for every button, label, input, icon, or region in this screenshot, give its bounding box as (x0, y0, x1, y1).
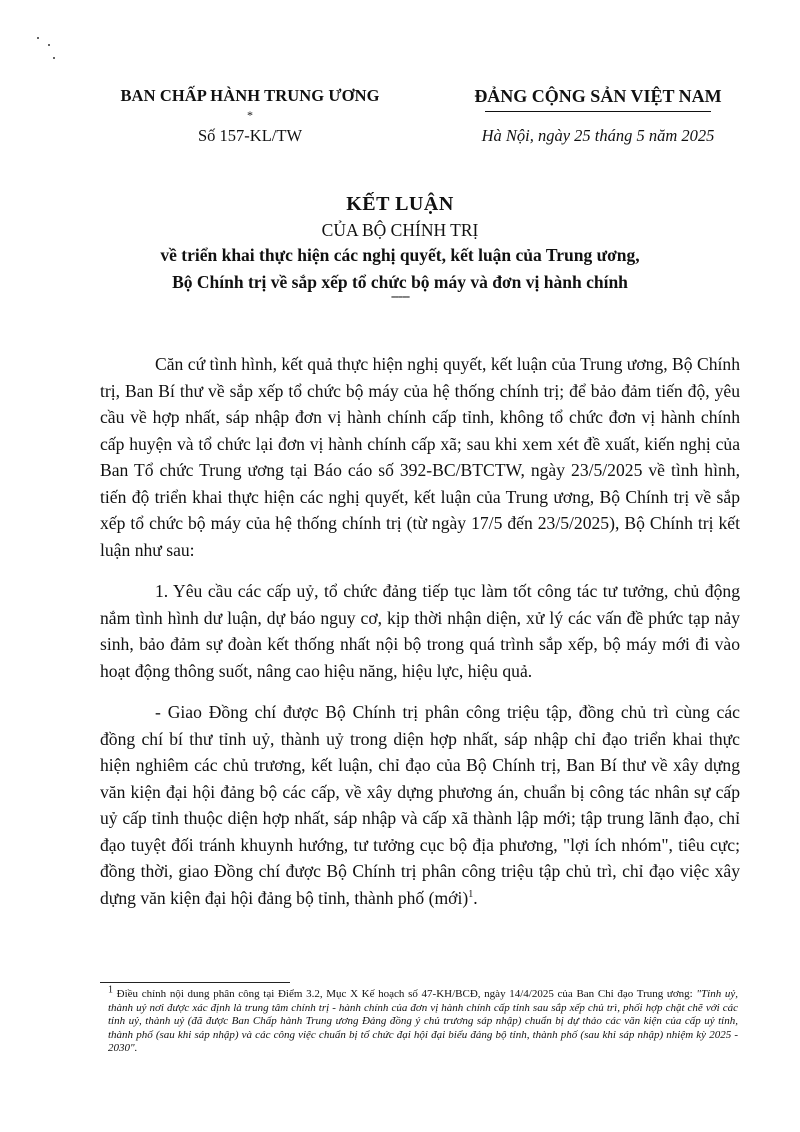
party-header (430, 86, 766, 146)
document-type: KẾT LUẬN (346, 193, 454, 215)
subject-line-2: Bộ Chính trị về sắp xếp tổ chức bộ máy và đơn vị hành chính (172, 272, 628, 292)
preamble-paragraph: Căn cứ tình hình, kết quả thực hiện nghị quyết, kết luận của Trung ương, Bộ Chính trị, Ban Bí thư về sắp xếp tổ chức bộ máy của hệ thống chính trị; để bảo đảm tiến độ, yêu cầu về hợp nhất, sáp nhập đơn vị hành chính cấp tỉnh, không tổ chức đơn vị hành chính cấp huyện và tổ chức lại đơn vị hành chính cấp xã; sau khi xem xét đề xuất, kiến nghị của Ban Tổ chức Trung ương tại Báo cáo số 392-BC/BTCTW, ngày 23/5/2025 về tình hình, tiến độ triển khai thực hiện các nghị quyết, kết luận của Trung ương, Bộ Chính trị về sắp xếp tổ chức bộ máy của hệ thống chính trị (từ ngày 17/5 đến 23/5/2025), Bộ Chính trị kết luận như sau: (100, 354, 740, 560)
footnote-divider (100, 982, 290, 983)
footnote (108, 984, 738, 1056)
title-separator: ----- (390, 289, 410, 304)
issuing-body: CỦA BỘ CHÍNH TRỊ (321, 220, 479, 240)
document-number: Số 157-KL/TW (197, 126, 303, 145)
place-and-date: Hà Nội, ngày 25 tháng 5 năm 2025 (481, 126, 715, 145)
central-committee-name: BAN CHẤP HÀNH TRUNG ƯƠNG (120, 86, 380, 105)
party-name-underline (485, 111, 711, 112)
scan-speck (37, 37, 39, 39)
assignment-text: - Giao Đồng chí được Bộ Chính trị phân công triệu tập, đồng chủ trì cùng các đồng chí bí thư tỉnh uỷ, thành uỷ trong diện hợp nhất, sáp nhập chỉ đạo triển khai thực hiện nghiêm các chủ trương, kết luận, chỉ đạo của Bộ Chính trị, Ban Bí thư về xây dựng văn kiện đại hội đảng bộ các cấp, về xây dựng phương án, chuẩn bị công tác nhân sự cấp uỷ cấp tỉnh thuộc diện hợp nhất, sáp nhập và cấp xã thành lập mới; tập trung lãnh đạo, chỉ đạo tuyệt đối tránh khuynh hướng, tư tưởng cục bộ địa phương, "lợi ích nhóm", tiêu cực; đồng thời, giao Đồng chí được Bộ Chính trị phân công triệu tập chủ trì, chỉ đạo việc xây dựng văn kiện đại hội đảng bộ tỉnh, thành phố (mới) (100, 702, 740, 908)
footnote-reference[interactable]: 1 (468, 888, 474, 900)
assignment-paragraph: - Giao Đồng chí được Bộ Chính trị phân công triệu tập, đồng chủ trì cùng các đồng chí bí thư tỉnh uỷ, thành uỷ trong diện hợp nhất, sáp nhập chỉ đạo triển khai thực hiện nghiêm các chủ trương, kết luận, chỉ đạo của Bộ Chính trị, Ban Bí thư về xây dựng văn kiện đại hội đảng bộ các cấp, về xây dựng phương án, chuẩn bị công tác nhân sự cấp uỷ cấp tỉnh thuộc diện hợp nhất, sáp nhập và cấp xã thành lập mới; tập trung lãnh đạo, chỉ đạo tuyệt đối tránh khuynh hướng, tư tưởng cục bộ địa phương, "lợi ích nhóm", tiêu cực; đồng thời, giao Đồng chí được Bộ Chính trị phân công triệu tập chủ trì, chỉ đạo việc xây dựng văn kiện đại hội đảng bộ tỉnh, thành phố (mới)$^1$. (100, 702, 740, 908)
footnote-marker: 1 (108, 984, 113, 996)
document-title (0, 193, 800, 305)
document-body (100, 351, 740, 911)
footnote-quote: "Tỉnh uỷ, thành uỷ nơi được xác định là trung tâm chính trị - hành chính của đơn vị hành chính cấp tỉnh sau sắp xếp chủ trì, phối hợp chặt chẽ với các tỉnh uỷ, thành uỷ (đã được Ban Chấp hành Trung ương Đảng đồng ý chủ trương sáp nhập) chuẩn bị dự thảo các văn kiện của cấp uỷ tỉnh, thành phố (sau khi sáp nhập) và các công việc chuẩn bị tổ chức đại hội đại biểu đảng bộ tỉnh, thành phố (sau khi sáp nhập) nhiệm kỳ 2025 - 2030". (108, 988, 738, 1054)
scan-speck (48, 44, 50, 46)
footnote-text: Điều chỉnh nội dung phân công tại Điểm 3.2, Mục X Kế hoạch số 47-KH/BCĐ, ngày 14/4/2025 của Ban Chỉ đạo Trung ương: (116, 988, 697, 1000)
scan-speck (53, 57, 55, 59)
subject-line-1: về triển khai thực hiện các nghị quyết, kết luận của Trung ương, (160, 245, 640, 265)
star-mark: * (247, 108, 253, 122)
section-1-paragraph: 1. Yêu cầu các cấp uỷ, tổ chức đảng tiếp tục làm tốt công tác tư tưởng, chủ động nắm tình hình dư luận, dự báo nguy cơ, kịp thời nhận diện, xử lý các vấn đề phức tạp nảy sinh, bảo đảm sự đoàn kết thống nhất nội bộ trong quá trình sắp xếp, bộ máy mới đi vào hoạt động thông suốt, nâng cao hiệu năng, hiệu lực, hiệu quả. (100, 581, 740, 681)
party-name: ĐẢNG CỘNG SẢN VIỆT NAM (474, 86, 722, 106)
issuer-header (100, 86, 400, 146)
